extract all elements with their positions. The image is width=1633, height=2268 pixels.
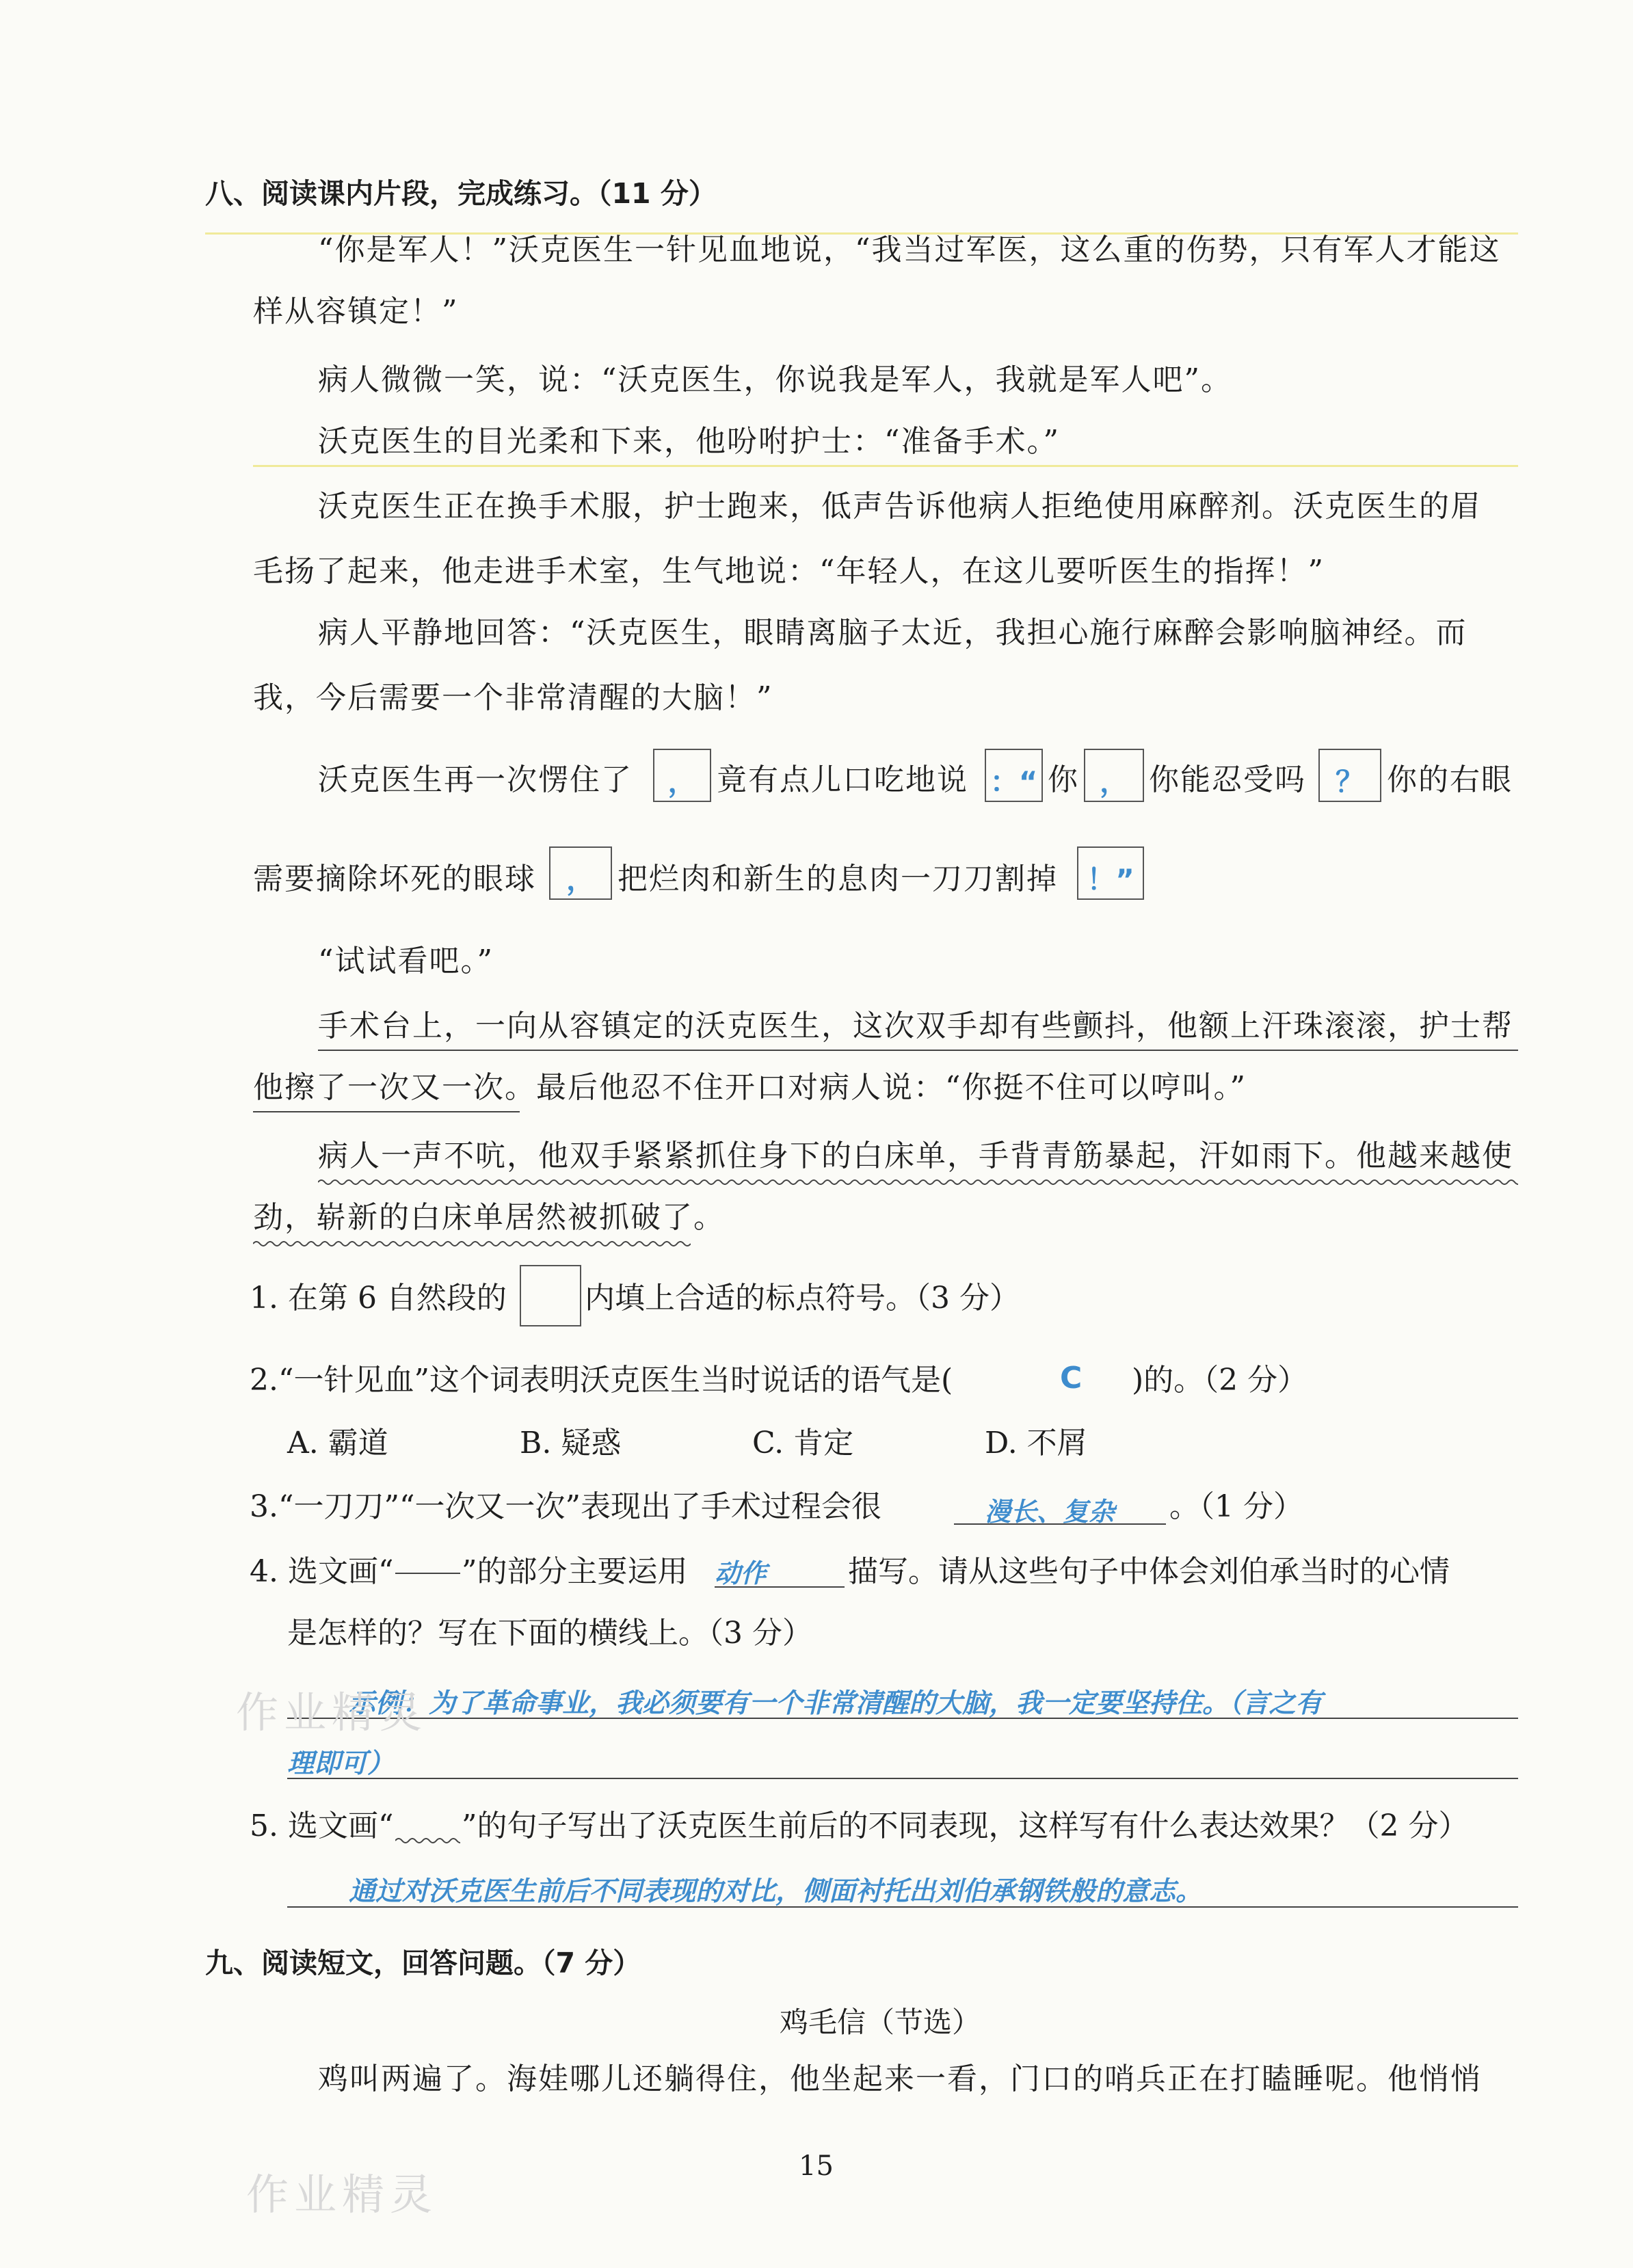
q5-text-pre: 5. 选文画“ bbox=[250, 1809, 394, 1843]
passage-p6-seg5: 你的右眼 bbox=[1387, 762, 1513, 797]
watermark-logo: 作业精灵 bbox=[236, 1687, 428, 1737]
straight-underline bbox=[253, 1111, 520, 1112]
passage-p6-seg3: 你 bbox=[1048, 762, 1079, 797]
q4-text-line2: 是怎样的？写在下面的横线上。（3 分） bbox=[287, 1616, 812, 1651]
passage-p9b: 劲，崭新的白床单居然被抓破了。 bbox=[253, 1200, 725, 1235]
q4-answer-a: 动作 bbox=[715, 1558, 767, 1588]
q4-straight-line-symbol bbox=[395, 1573, 460, 1574]
q4-answer-line2: 理即可） bbox=[287, 1748, 395, 1779]
passage-p7: “试试看吧。” bbox=[318, 944, 494, 978]
section9-title: 九、阅读短文，回答问题。（7 分） bbox=[205, 1947, 641, 1979]
section9-p1: 鸡叫两遍了。海娃哪儿还躺得住，他坐起来一看，门口的哨兵正在打瞌睡呢。他悄悄 bbox=[318, 2062, 1482, 2096]
q4-answer-line bbox=[287, 1718, 1518, 1719]
straight-underline bbox=[318, 1050, 1518, 1051]
passage-p8b: 他擦了一次又一次。最后他忍不住开口对病人说：“你挺不住可以哼叫。” bbox=[253, 1070, 1247, 1105]
article-title: 鸡毛信（节选） bbox=[780, 2005, 981, 2039]
answer-box-4: ？ bbox=[1318, 749, 1381, 802]
passage-p6-seg7: 把烂肉和新生的息肉一刀刀割掉 bbox=[618, 862, 1058, 896]
q3-text-pre: 3.“一刀刀”“一次又一次”表现出了手术过程会很 bbox=[250, 1489, 881, 1524]
answer-box-2: ：“ bbox=[985, 749, 1043, 802]
q5-answer-line bbox=[287, 1906, 1518, 1908]
page-number: 15 bbox=[799, 2150, 834, 2182]
q4-answer-line bbox=[287, 1778, 1518, 1779]
answer-box-3: ， bbox=[1084, 749, 1144, 802]
answer-box-5: ， bbox=[549, 846, 612, 900]
q1-text-post: 内填上合适的标点符号。（3 分） bbox=[585, 1281, 1020, 1316]
q2-option-b: B. 疑惑 bbox=[520, 1426, 622, 1460]
passage-p6-seg2: 竟有点儿口吃地说 bbox=[717, 762, 968, 797]
q5-wavy-line-symbol bbox=[395, 1836, 460, 1845]
passage-p8a: 手术台上，一向从容镇定的沃克医生，这次双手却有些颤抖，他额上汗珠滚滚，护士帮 bbox=[318, 1009, 1513, 1043]
q4-answer-line1: 示例：为了革命事业，我必须要有一个非常清醒的大脑，我一定要坚持住。（言之有 bbox=[349, 1688, 1323, 1719]
q4-text-post: 描写。请从这些句子中体会刘伯承当时的心情 bbox=[848, 1554, 1450, 1589]
passage-p2: 病人微微一笑，说：“沃克医生，你说我是军人，我就是军人吧”。 bbox=[318, 362, 1232, 397]
q5-answer: 通过对沃克医生前后不同表现的对比，侧面衬托出刘伯承钢铁般的意志。 bbox=[349, 1876, 1203, 1907]
q3-text-post: 。（1 分） bbox=[1169, 1489, 1303, 1524]
q2-answer: C bbox=[1060, 1361, 1083, 1396]
answer-box-1: ， bbox=[653, 749, 711, 802]
q2-option-c: C. 肯定 bbox=[752, 1426, 854, 1460]
q1-text-pre: 1. 在第 6 自然段的 bbox=[250, 1281, 507, 1316]
passage-p9a: 病人一声不吭，他双手紧紧抓住身下的白床单，手背青筋暴起，汗如雨下。他越来越使 bbox=[318, 1138, 1513, 1173]
answer-box-6: ！” bbox=[1077, 846, 1144, 900]
q2-option-a: A. 霸道 bbox=[287, 1426, 388, 1460]
passage-p5b: 我，今后需要一个非常清醒的大脑！” bbox=[253, 680, 773, 715]
section8-title: 八、阅读课内片段，完成练习。（11 分） bbox=[205, 177, 717, 210]
q2-text-post: )的。（2 分） bbox=[1132, 1363, 1308, 1398]
q5-text-post: ”的句子写出了沃克医生前后的不同表现，这样写有什么表达效果？（2 分） bbox=[462, 1809, 1469, 1843]
q2-text-pre: 2.“一针见血”这个词表明沃克医生当时说话的语气是( bbox=[250, 1363, 953, 1398]
q1-box-sample bbox=[520, 1265, 581, 1326]
q4-text-mid: ”的部分主要运用 bbox=[462, 1554, 688, 1589]
passage-p4b: 毛扬了起来，他走进手术室，生气地说：“年轻人，在这儿要听医生的指挥！” bbox=[253, 554, 1325, 589]
passage-p6-seg1: 沃克医生再一次愣住了 bbox=[318, 762, 633, 797]
passage-p5a: 病人平静地回答：“沃克医生，眼睛离脑子太近，我担心施行麻醉会影响脑神经。而 bbox=[318, 615, 1468, 650]
passage-p6-seg6: 需要摘除坏死的眼球 bbox=[253, 862, 536, 896]
q2-option-d: D. 不屑 bbox=[985, 1426, 1087, 1460]
highlight-line bbox=[253, 465, 1518, 467]
wavy-underline bbox=[253, 1239, 691, 1249]
q3-answer: 漫长、复杂 bbox=[985, 1497, 1115, 1527]
passage-p1a: “你是军人！”沃克医生一针见血地说，“我当过军医，这么重的伤势，只有军人才能这 bbox=[318, 232, 1501, 267]
q4-text-pre: 4. 选文画“ bbox=[250, 1554, 394, 1589]
passage-p6-seg4: 你能忍受吗 bbox=[1149, 762, 1306, 797]
passage-p4a: 沃克医生正在换手术服，护士跑来，低声告诉他病人拒绝使用麻醉剂。沃克医生的眉 bbox=[318, 489, 1482, 524]
passage-p3: 沃克医生的目光柔和下来，他吩咐护士：“准备手术。” bbox=[318, 424, 1060, 459]
wavy-underline bbox=[318, 1177, 1518, 1187]
passage-p1b: 样从容镇定！” bbox=[253, 294, 459, 329]
watermark-logo: 作业精灵 bbox=[246, 2170, 438, 2219]
